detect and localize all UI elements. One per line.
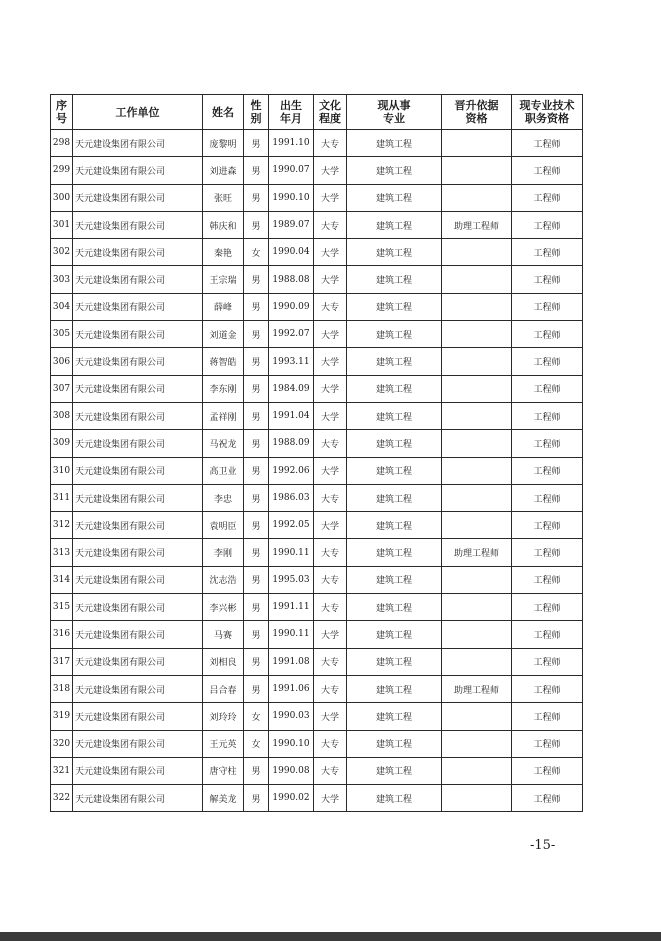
cell-work-unit: 天元建设集团有限公司 [73, 266, 203, 293]
cell-work-unit: 天元建设集团有限公司 [73, 457, 203, 484]
header-gender [244, 95, 269, 130]
cell-specialty: 建筑工程 [347, 430, 442, 457]
cell-seq-no: 318 [51, 675, 73, 702]
cell-promotion-basis [442, 566, 512, 593]
cell-promotion-basis [442, 430, 512, 457]
table-row [51, 430, 583, 457]
cell-work-unit: 天元建设集团有限公司 [73, 293, 203, 320]
cell-promotion-basis [442, 512, 512, 539]
cell-birth-date: 1991.04 [269, 402, 314, 429]
header-seq-no [51, 95, 73, 130]
cell-seq-no: 319 [51, 703, 73, 730]
cell-gender: 男 [244, 566, 269, 593]
cell-current-qualification: 工程师 [512, 184, 583, 211]
table-row [51, 703, 583, 730]
cell-promotion-basis [442, 594, 512, 621]
cell-gender: 男 [244, 157, 269, 184]
cell-work-unit: 天元建设集团有限公司 [73, 375, 203, 402]
cell-promotion-basis [442, 648, 512, 675]
cell-current-qualification: 工程师 [512, 293, 583, 320]
cell-name: 李忠 [203, 484, 244, 511]
cell-gender: 男 [244, 621, 269, 648]
cell-promotion-basis [442, 484, 512, 511]
cell-work-unit: 天元建设集团有限公司 [73, 757, 203, 784]
cell-specialty: 建筑工程 [347, 621, 442, 648]
cell-gender: 男 [244, 512, 269, 539]
cell-work-unit: 天元建设集团有限公司 [73, 594, 203, 621]
table-row [51, 539, 583, 566]
cell-promotion-basis: 助理工程师 [442, 211, 512, 238]
table-header-row [51, 95, 583, 130]
cell-name: 解美龙 [203, 785, 244, 812]
cell-seq-no: 303 [51, 266, 73, 293]
cell-specialty: 建筑工程 [347, 457, 442, 484]
cell-education: 大专 [314, 566, 347, 593]
cell-birth-date: 1990.08 [269, 757, 314, 784]
cell-birth-date: 1991.08 [269, 648, 314, 675]
cell-current-qualification: 工程师 [512, 348, 583, 375]
table-row [51, 566, 583, 593]
cell-work-unit: 天元建设集团有限公司 [73, 539, 203, 566]
cell-education: 大专 [314, 675, 347, 702]
table-row [51, 785, 583, 812]
cell-gender: 男 [244, 402, 269, 429]
cell-name: 马祝龙 [203, 430, 244, 457]
cell-current-qualification: 工程师 [512, 539, 583, 566]
cell-education: 大专 [314, 430, 347, 457]
cell-current-qualification: 工程师 [512, 239, 583, 266]
header-promotion-basis-line: 晋升依据 [454, 99, 499, 112]
cell-seq-no: 315 [51, 594, 73, 621]
cell-birth-date: 1993.11 [269, 348, 314, 375]
table-row [51, 293, 583, 320]
header-specialty [347, 95, 442, 130]
cell-gender: 男 [244, 266, 269, 293]
cell-current-qualification: 工程师 [512, 430, 583, 457]
cell-name: 庞黎明 [203, 130, 244, 157]
cell-work-unit: 天元建设集团有限公司 [73, 321, 203, 348]
cell-name: 刘玲玲 [203, 703, 244, 730]
cell-work-unit: 天元建设集团有限公司 [73, 184, 203, 211]
cell-work-unit: 天元建设集团有限公司 [73, 648, 203, 675]
cell-gender: 男 [244, 321, 269, 348]
cell-current-qualification: 工程师 [512, 321, 583, 348]
cell-work-unit: 天元建设集团有限公司 [73, 675, 203, 702]
cell-gender: 男 [244, 757, 269, 784]
cell-education: 大学 [314, 239, 347, 266]
table-row [51, 648, 583, 675]
cell-birth-date: 1991.10 [269, 130, 314, 157]
cell-name: 秦艳 [203, 239, 244, 266]
cell-current-qualification: 工程师 [512, 675, 583, 702]
cell-current-qualification: 工程师 [512, 512, 583, 539]
cell-specialty: 建筑工程 [347, 321, 442, 348]
cell-gender: 男 [244, 675, 269, 702]
table-row [51, 402, 583, 429]
cell-current-qualification: 工程师 [512, 785, 583, 812]
table-row [51, 375, 583, 402]
cell-specialty: 建筑工程 [347, 675, 442, 702]
cell-promotion-basis [442, 621, 512, 648]
cell-current-qualification: 工程师 [512, 648, 583, 675]
cell-gender: 男 [244, 484, 269, 511]
cell-specialty: 建筑工程 [347, 184, 442, 211]
cell-current-qualification: 工程师 [512, 402, 583, 429]
cell-current-qualification: 工程师 [512, 703, 583, 730]
cell-birth-date: 1988.08 [269, 266, 314, 293]
header-birth-date [269, 95, 314, 130]
cell-work-unit: 天元建设集团有限公司 [73, 512, 203, 539]
cell-work-unit: 天元建设集团有限公司 [73, 730, 203, 757]
cell-specialty: 建筑工程 [347, 348, 442, 375]
cell-birth-date: 1990.11 [269, 539, 314, 566]
cell-promotion-basis [442, 293, 512, 320]
cell-education: 大学 [314, 321, 347, 348]
cell-gender: 男 [244, 539, 269, 566]
cell-work-unit: 天元建设集团有限公司 [73, 211, 203, 238]
header-promotion-basis-line: 资格 [465, 112, 488, 125]
cell-education: 大专 [314, 293, 347, 320]
header-promotion-basis [442, 95, 512, 130]
cell-birth-date: 1988.09 [269, 430, 314, 457]
cell-birth-date: 1990.04 [269, 239, 314, 266]
cell-specialty: 建筑工程 [347, 375, 442, 402]
personnel-table [50, 94, 583, 812]
cell-gender: 女 [244, 730, 269, 757]
cell-promotion-basis [442, 375, 512, 402]
cell-gender: 男 [244, 211, 269, 238]
header-seq-no-line: 号 [56, 112, 67, 125]
cell-work-unit: 天元建设集团有限公司 [73, 402, 203, 429]
cell-education: 大学 [314, 621, 347, 648]
cell-birth-date: 1991.06 [269, 675, 314, 702]
cell-birth-date: 1990.07 [269, 157, 314, 184]
table-body [51, 130, 583, 812]
cell-education: 大学 [314, 375, 347, 402]
cell-specialty: 建筑工程 [347, 130, 442, 157]
cell-name: 马赛 [203, 621, 244, 648]
cell-seq-no: 314 [51, 566, 73, 593]
cell-promotion-basis [442, 785, 512, 812]
cell-birth-date: 1991.11 [269, 594, 314, 621]
cell-promotion-basis [442, 730, 512, 757]
header-gender-line: 性 [250, 99, 262, 112]
cell-name: 张旺 [203, 184, 244, 211]
cell-specialty: 建筑工程 [347, 785, 442, 812]
cell-education: 大专 [314, 730, 347, 757]
cell-current-qualification: 工程师 [512, 266, 583, 293]
cell-work-unit: 天元建设集团有限公司 [73, 430, 203, 457]
cell-specialty: 建筑工程 [347, 484, 442, 511]
cell-birth-date: 1995.03 [269, 566, 314, 593]
cell-gender: 男 [244, 457, 269, 484]
cell-gender: 男 [244, 785, 269, 812]
cell-specialty: 建筑工程 [347, 648, 442, 675]
cell-name: 薛峰 [203, 293, 244, 320]
header-education-line: 程度 [319, 112, 341, 125]
cell-name: 吕合春 [203, 675, 244, 702]
cell-work-unit: 天元建设集团有限公司 [73, 703, 203, 730]
cell-education: 大学 [314, 703, 347, 730]
table-row [51, 184, 583, 211]
table-row [51, 730, 583, 757]
cell-seq-no: 320 [51, 730, 73, 757]
cell-name: 袁明臣 [203, 512, 244, 539]
cell-work-unit: 天元建设集团有限公司 [73, 130, 203, 157]
cell-work-unit: 天元建设集团有限公司 [73, 621, 203, 648]
cell-seq-no: 301 [51, 211, 73, 238]
cell-promotion-basis [442, 130, 512, 157]
header-current-qualification [512, 95, 583, 130]
cell-promotion-basis [442, 457, 512, 484]
cell-work-unit: 天元建设集团有限公司 [73, 566, 203, 593]
cell-seq-no: 311 [51, 484, 73, 511]
cell-specialty: 建筑工程 [347, 402, 442, 429]
cell-birth-date: 1989.07 [269, 211, 314, 238]
cell-education: 大专 [314, 594, 347, 621]
cell-seq-no: 310 [51, 457, 73, 484]
page-number: -15- [530, 838, 556, 853]
cell-gender: 男 [244, 184, 269, 211]
cell-birth-date: 1992.05 [269, 512, 314, 539]
cell-gender: 男 [244, 430, 269, 457]
cell-promotion-basis [442, 757, 512, 784]
cell-name: 刘进森 [203, 157, 244, 184]
cell-seq-no: 298 [51, 130, 73, 157]
cell-promotion-basis: 助理工程师 [442, 539, 512, 566]
table-row [51, 594, 583, 621]
cell-current-qualification: 工程师 [512, 730, 583, 757]
cell-education: 大学 [314, 402, 347, 429]
cell-gender: 男 [244, 375, 269, 402]
header-specialty-line: 专业 [383, 112, 405, 125]
cell-education: 大学 [314, 348, 347, 375]
cell-birth-date: 1990.02 [269, 785, 314, 812]
cell-promotion-basis [442, 239, 512, 266]
cell-work-unit: 天元建设集团有限公司 [73, 239, 203, 266]
header-birth-date-line: 出生 [280, 99, 302, 112]
cell-promotion-basis [442, 266, 512, 293]
cell-seq-no: 313 [51, 539, 73, 566]
cell-gender: 女 [244, 703, 269, 730]
header-birth-date-line: 年月 [280, 112, 302, 125]
table-row [51, 266, 583, 293]
cell-specialty: 建筑工程 [347, 703, 442, 730]
cell-name: 刘相良 [203, 648, 244, 675]
cell-promotion-basis [442, 402, 512, 429]
header-seq-no-line: 序 [56, 99, 67, 112]
cell-seq-no: 299 [51, 157, 73, 184]
cell-current-qualification: 工程师 [512, 566, 583, 593]
table-row [51, 512, 583, 539]
cell-education: 大学 [314, 457, 347, 484]
cell-seq-no: 307 [51, 375, 73, 402]
cell-name: 李刚 [203, 539, 244, 566]
cell-birth-date: 1986.03 [269, 484, 314, 511]
cell-education: 大学 [314, 266, 347, 293]
cell-current-qualification: 工程师 [512, 457, 583, 484]
table-row [51, 757, 583, 784]
cell-birth-date: 1992.07 [269, 321, 314, 348]
header-work-unit [73, 95, 203, 130]
cell-specialty: 建筑工程 [347, 594, 442, 621]
cell-current-qualification: 工程师 [512, 484, 583, 511]
cell-gender: 男 [244, 348, 269, 375]
cell-name: 高卫业 [203, 457, 244, 484]
cell-name: 韩庆和 [203, 211, 244, 238]
cell-specialty: 建筑工程 [347, 211, 442, 238]
cell-current-qualification: 工程师 [512, 157, 583, 184]
cell-education: 大专 [314, 130, 347, 157]
cell-birth-date: 1990.03 [269, 703, 314, 730]
cell-birth-date: 1990.11 [269, 621, 314, 648]
cell-promotion-basis [442, 157, 512, 184]
table-row [51, 484, 583, 511]
cell-education: 大学 [314, 512, 347, 539]
header-name [203, 95, 244, 130]
cell-promotion-basis: 助理工程师 [442, 675, 512, 702]
cell-seq-no: 308 [51, 402, 73, 429]
cell-seq-no: 300 [51, 184, 73, 211]
cell-name: 孟祥刚 [203, 402, 244, 429]
cell-specialty: 建筑工程 [347, 239, 442, 266]
cell-seq-no: 317 [51, 648, 73, 675]
cell-current-qualification: 工程师 [512, 375, 583, 402]
table-row [51, 211, 583, 238]
header-education [314, 95, 347, 130]
cell-birth-date: 1990.10 [269, 730, 314, 757]
cell-specialty: 建筑工程 [347, 730, 442, 757]
cell-specialty: 建筑工程 [347, 566, 442, 593]
cell-specialty: 建筑工程 [347, 757, 442, 784]
cell-specialty: 建筑工程 [347, 512, 442, 539]
cell-current-qualification: 工程师 [512, 594, 583, 621]
cell-specialty: 建筑工程 [347, 157, 442, 184]
cell-work-unit: 天元建设集团有限公司 [73, 348, 203, 375]
cell-promotion-basis [442, 321, 512, 348]
table-row [51, 130, 583, 157]
cell-name: 沈志浩 [203, 566, 244, 593]
cell-current-qualification: 工程师 [512, 757, 583, 784]
cell-name: 王元英 [203, 730, 244, 757]
cell-birth-date: 1990.09 [269, 293, 314, 320]
header-work-unit-line: 工作单位 [115, 105, 160, 119]
cell-name: 王宗瑞 [203, 266, 244, 293]
scan-edge [0, 932, 661, 941]
cell-gender: 男 [244, 293, 269, 320]
cell-promotion-basis [442, 184, 512, 211]
table-row [51, 457, 583, 484]
cell-birth-date: 1984.09 [269, 375, 314, 402]
cell-seq-no: 304 [51, 293, 73, 320]
cell-seq-no: 302 [51, 239, 73, 266]
cell-birth-date: 1992.06 [269, 457, 314, 484]
cell-name: 李东刚 [203, 375, 244, 402]
cell-promotion-basis [442, 703, 512, 730]
cell-work-unit: 天元建设集团有限公司 [73, 785, 203, 812]
cell-seq-no: 312 [51, 512, 73, 539]
cell-seq-no: 306 [51, 348, 73, 375]
cell-education: 大专 [314, 211, 347, 238]
header-name-line: 姓名 [212, 105, 234, 119]
table-row [51, 675, 583, 702]
table-row [51, 157, 583, 184]
cell-gender: 男 [244, 594, 269, 621]
cell-seq-no: 305 [51, 321, 73, 348]
header-specialty-line: 现从事 [377, 99, 411, 112]
cell-promotion-basis [442, 348, 512, 375]
cell-gender: 女 [244, 239, 269, 266]
cell-education: 大专 [314, 539, 347, 566]
cell-seq-no: 321 [51, 757, 73, 784]
cell-education: 大学 [314, 184, 347, 211]
cell-current-qualification: 工程师 [512, 211, 583, 238]
cell-seq-no: 316 [51, 621, 73, 648]
cell-current-qualification: 工程师 [512, 130, 583, 157]
header-gender-line: 别 [250, 112, 262, 125]
cell-name: 李兴彬 [203, 594, 244, 621]
cell-gender: 男 [244, 648, 269, 675]
header-current-qualification-line: 职务资格 [525, 112, 569, 125]
cell-seq-no: 309 [51, 430, 73, 457]
table-row [51, 239, 583, 266]
table-row [51, 321, 583, 348]
cell-education: 大学 [314, 785, 347, 812]
cell-name: 唐守柱 [203, 757, 244, 784]
cell-specialty: 建筑工程 [347, 266, 442, 293]
header-education-line: 文化 [319, 99, 341, 112]
cell-birth-date: 1990.10 [269, 184, 314, 211]
cell-work-unit: 天元建设集团有限公司 [73, 157, 203, 184]
cell-gender: 男 [244, 130, 269, 157]
cell-specialty: 建筑工程 [347, 293, 442, 320]
cell-work-unit: 天元建设集团有限公司 [73, 484, 203, 511]
cell-education: 大专 [314, 648, 347, 675]
header-current-qualification-line: 现专业技术 [519, 99, 575, 112]
cell-education: 大学 [314, 157, 347, 184]
table-row [51, 621, 583, 648]
table-row [51, 348, 583, 375]
cell-education: 大专 [314, 757, 347, 784]
cell-current-qualification: 工程师 [512, 621, 583, 648]
cell-specialty: 建筑工程 [347, 539, 442, 566]
cell-seq-no: 322 [51, 785, 73, 812]
cell-name: 蒋智皓 [203, 348, 244, 375]
cell-name: 刘道金 [203, 321, 244, 348]
cell-education: 大专 [314, 484, 347, 511]
